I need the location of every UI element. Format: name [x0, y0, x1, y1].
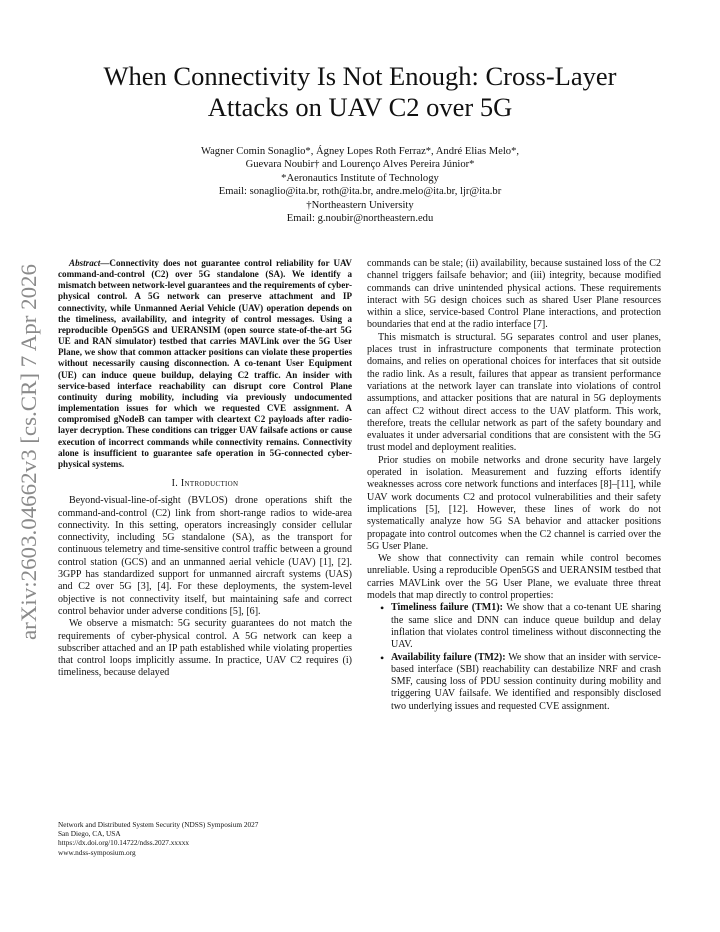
arxiv-sidebar-stamp — [9, 262, 45, 642]
intro-paragraph-4: This mismatch is structural. 5G separates control and user planes, places trust in infrastructure components that terminate protection domains, and relies on operational choices for interfaces that sit outside the radio link. As a result, failures that appear as transient performance variations at the network layer can translate into violations of control assumptions, and attacker positions that are natural in 5G deployments can affect C2 without direct access to the UAV platform. This work, therefore, treats the cellular network as part of the safety boundary and evaluates it under adversarial conditions that are consistent with the 5G trust model and deployment realities. — [367, 331, 661, 454]
footnote-location: San Diego, CA, USA — [58, 829, 121, 839]
footnote-doi: https://dx.doi.org/10.14722/ndss.2027.xxxxx — [58, 838, 190, 848]
author-block — [60, 145, 660, 225]
left-column — [58, 258, 352, 680]
abstract — [58, 258, 352, 470]
intro-paragraph-1: Beyond-visual-line-of-sight (BVLOS) drone operations shift the command-and-control (C2) link from short-range radios to wide-area connectivity. In this setting, operators increasingly consider cellular connectivity, including 5G standalone (SA), as the transport for continuous telemetry and time-sensitive control traffic between a ground control station (GCS) and an unmanned aerial vehicle (UAV) [1], [2]. 3GPP has standardized support for unmanned aircraft systems (UAS) and C2 over 5G [3], [4]. For these deployments, the system-level objective is not connectivity itself, but maintaining safe and correct control behavior under adverse conditions [5], [6]. — [58, 495, 352, 617]
affiliation-2: †Northeastern University — [306, 199, 414, 211]
conference-footnote — [58, 820, 352, 857]
email-line-2: Email: g.noubir@northeastern.edu — [286, 213, 434, 225]
intro-paragraph-3: commands can be stale; (ii) availability, because sustained loss of the C2 channel triggers failsafe behavior; and (iii) integrity, because modified commands can drive unintended physical actions. These requirements interact with 5G design choices such as shared User Plane resources within a slice, service-based Control Plane interactions, and protection boundaries that end at the radio interface [7]. — [367, 258, 661, 331]
footnote-conference: Network and Distributed System Security (NDSS) Symposium 2027 — [58, 820, 259, 829]
title-line-1: When Connectivity Is Not Enough: Cross-Layer — [103, 61, 617, 91]
intro-paragraph-2: We observe a mismatch: 5G security guarantees do not match the requirements of cyber-physical control. A 5G network can keep a subscriber attached and an IP path established while violating properties that control loops implicitly assume. In practice, UAV C2 requires (i) timeliness, because delayed — [58, 618, 352, 679]
footnote-website: www.ndss-symposium.org — [58, 847, 136, 857]
bullet-label: Availability failure (TM2): — [391, 651, 506, 663]
intro-paragraph-6: We show that connectivity can remain while control becomes unreliable. Using a reproducible Open5GS and UERANSIM testbed that carries MAVLink over the 5G User Plane, we evaluate three threat models that map directly to control properties: — [367, 553, 661, 602]
paper-title — [60, 61, 660, 123]
bullet-text: We show that an insider with service-based interface (SBI) reachability can destabilize NRF and crash SMF, causing loss of PDU session continuity during mobility and triggering UAV failsafe. We identified and responsibly disclosed two underlying issues and requested CVE assignment. — [391, 651, 661, 712]
section-heading-introduction: I. Introduction — [171, 477, 239, 489]
threat-model-list — [367, 602, 661, 713]
abstract-text: Connectivity does not guarantee control reliability for UAV command-and-control (C2) over 5G standalone (SA). We identify a mismatch between network-level guarantees and the requirements of cyber-physical control. A 5G network can preserve attachment and IP connectivity, while Unmanned Aerial Vehicle (UAV) operation depends on the timeliness, availability, and integrity of control messages. Using a reproducible Open5GS and UERANSIM (open source state-of-the-art 5G UE and RAN simulator) testbed that carries MAVLink over the 5G User Plane, we show that common attacker positions can violate these properties without necessarily causing disconnection. A co-tenant User Equipment (UE) can induce queue buildup, delaying C2 traffic. An insider with service-based interface reachability can disrupt core Control Plane continuity during mobility, including via previously undocumented implementation issues for which we requested CVE assignment. A compromised gNodeB can tamper with cleartext C2 payloads after radio-layer decryption. These conditions can trigger UAV failsafe actions or cause execution of incorrect commands while connectivity remains. Connectivity alone is insufficient to guarantee safe operation in 5G-connected cyber-physical systems. — [58, 258, 352, 469]
author-names-line-1: Wagner Comin Sonaglio*, Ágney Lopes Roth Ferraz*, André Elias Melo*, — [200, 146, 520, 157]
bullet-label: Timeliness failure (TM1): — [391, 602, 503, 614]
arxiv-identifier: arXiv:2603.04662v3 [cs.CR] 7 Apr 2026 — [16, 279, 41, 640]
email-line-1: Email: sonaglio@ita.br, roth@ita.br, andre.melo@ita.br, ljr@ita.br — [218, 186, 502, 198]
right-column — [367, 258, 661, 713]
intro-paragraph-5: Prior studies on mobile networks and drone security have largely operated in isolation. Measurement and fuzzing efforts identify weaknesses across core network functions and interfaces [8]–[11], while UAV work documents C2 and protocol vulnerabilities and their safety implications [5], [12]. However, these lines of work do not systematically analyze how 5G SA behavior and attacker positions propagate into control outcomes when the C2 channel is carried over the 5G User Plane. — [367, 454, 661, 552]
list-item — [391, 602, 661, 651]
affiliation-1: *Aeronautics Institute of Technology — [281, 172, 439, 184]
title-line-2: Attacks on UAV C2 over 5G — [207, 92, 513, 122]
bullet-text: We show that a co-tenant UE sharing the same slice and DNN can induce queue buildup and delay inflation that violates control timeliness without disconnecting the UAV. — [391, 602, 661, 651]
author-names-line-2: Guevara Noubir† and Lourenço Alves Pereira Júnior* — [245, 159, 475, 171]
abstract-label: Abstract— — [69, 258, 110, 268]
list-item — [391, 652, 661, 713]
